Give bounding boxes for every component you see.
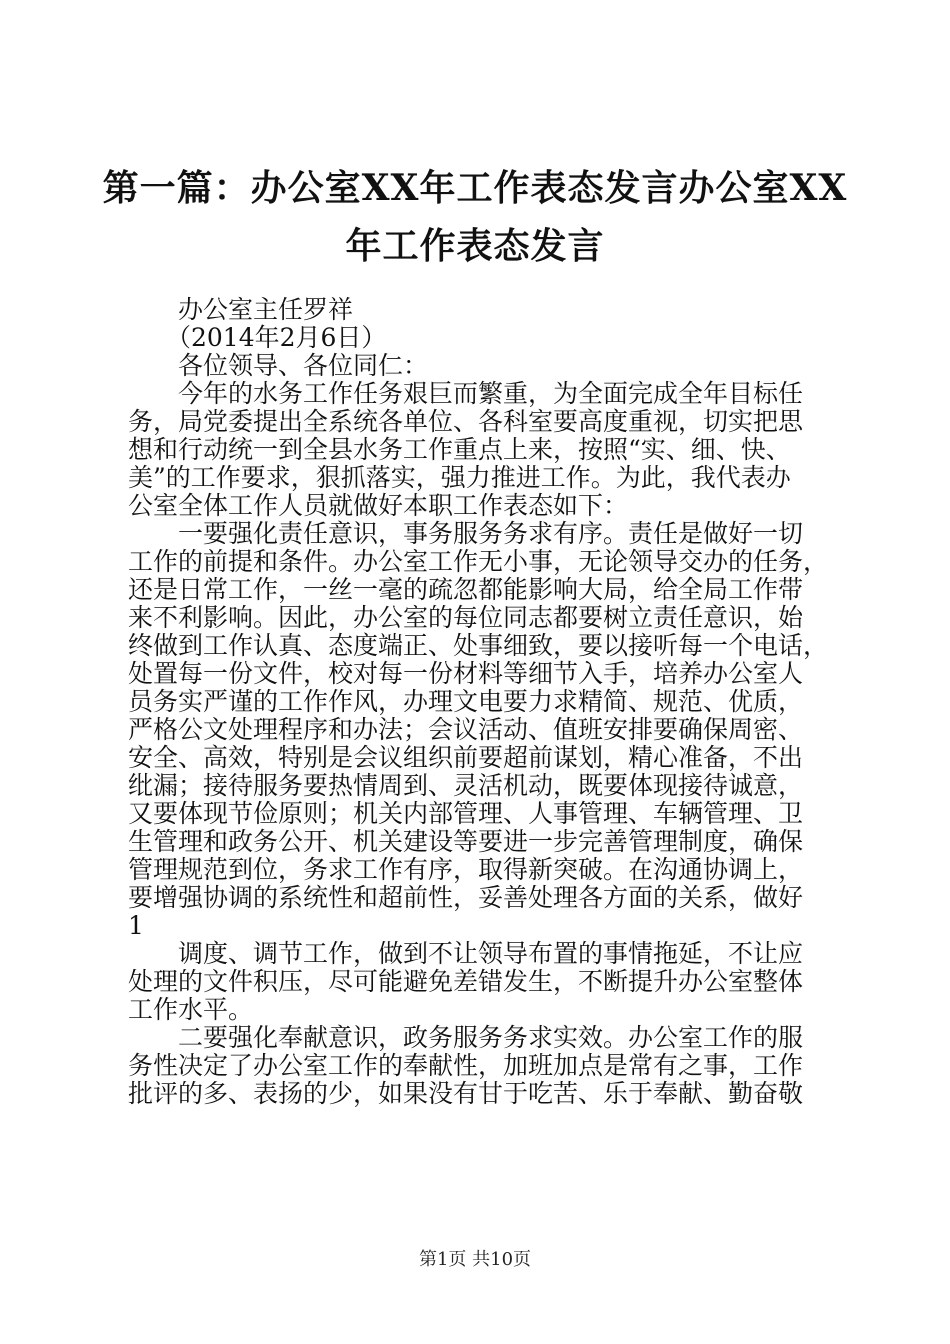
paragraph-line: 又要体现节俭原则；机关内部管理、人事管理、车辆管理、卫 bbox=[128, 799, 804, 828]
page-footer: 第1页 共10页 bbox=[418, 1249, 532, 1270]
paragraph-line: 纰漏；接待服务要热情周到、灵活机动，既要体现接待诚意， bbox=[128, 771, 804, 800]
paragraph-line: 来不利影响。因此，办公室的每位同志都要树立责任意识，始 bbox=[128, 603, 804, 632]
paragraph-line: 生管理和政务公开、机关建设等要进一步完善管理制度，确保 bbox=[128, 827, 804, 856]
author-line: 办公室主任罗祥 bbox=[178, 295, 354, 324]
paragraph-line: 二要强化奉献意识，政务服务务求实效。办公室工作的服 bbox=[178, 1023, 804, 1052]
paragraph-line: 工作水平。 bbox=[128, 995, 254, 1024]
date-line: （2014年2月6日） bbox=[166, 323, 387, 352]
document-title-line-1: 第一篇：办公室XX年工作表态发言办公室XX bbox=[102, 167, 848, 209]
paragraph-line: 批评的多、表扬的少，如果没有甘于吃苦、乐于奉献、勤奋敬 bbox=[128, 1079, 804, 1108]
paragraph-line: 管理规范到位，务求工作有序，取得新突破。在沟通协调上， bbox=[128, 855, 804, 884]
paragraph-line: 还是日常工作，一丝一毫的疏忽都能影响大局，给全局工作带 bbox=[128, 575, 804, 604]
paragraph-line: 美”的工作要求，狠抓落实，强力推进工作。为此，我代表办 bbox=[128, 463, 791, 492]
salutation-line: 各位领导、各位同仁： bbox=[178, 351, 429, 380]
paragraph-line: 处理的文件积压，尽可能避免差错发生，不断提升办公室整体 bbox=[128, 967, 804, 996]
paragraph-line: 员务实严谨的工作作风，办理文电要力求精简、规范、优质， bbox=[128, 687, 804, 716]
document-body bbox=[128, 296, 828, 1108]
paragraph-line: 严格公文处理程序和办法；会议活动、值班安排要确保周密、 bbox=[128, 715, 804, 744]
paragraph-line: 要增强协调的系统性和超前性，妥善处理各方面的关系，做好 bbox=[128, 883, 804, 912]
paragraph-line: 处置每一份文件，校对每一份材料等细节入手，培养办公室人 bbox=[128, 659, 804, 688]
paragraph-line: 一要强化责任意识，事务服务务求有序。责任是做好一切 bbox=[178, 519, 804, 548]
paragraph-line: 今年的水务工作任务艰巨而繁重，为全面完成全年目标任 bbox=[178, 379, 804, 408]
paragraph-line: 调度、调节工作，做到不让领导布置的事情拖延，不让应 bbox=[178, 939, 804, 968]
inline-page-number: 1 bbox=[128, 911, 144, 940]
paragraph-line: 务性决定了办公室工作的奉献性，加班加点是常有之事，工作 bbox=[128, 1051, 804, 1080]
paragraph-line: 公室全体工作人员就做好本职工作表态如下： bbox=[128, 491, 629, 520]
paragraph-line: 终做到工作认真、态度端正、处事细致，要以接听每一个电话， bbox=[128, 631, 829, 660]
paragraph-line: 工作的前提和条件。办公室工作无小事，无论领导交办的任务， bbox=[128, 547, 829, 576]
paragraph-line: 想和行动统一到全县水务工作重点上来，按照“实、细、快、 bbox=[128, 435, 791, 464]
document-title-line-2: 年工作表态发言 bbox=[345, 225, 605, 267]
paragraph-line: 安全、高效，特别是会议组织前要超前谋划，精心准备，不出 bbox=[128, 743, 804, 772]
paragraph-line: 务，局党委提出全系统各单位、各科室要高度重视，切实把思 bbox=[128, 407, 804, 436]
